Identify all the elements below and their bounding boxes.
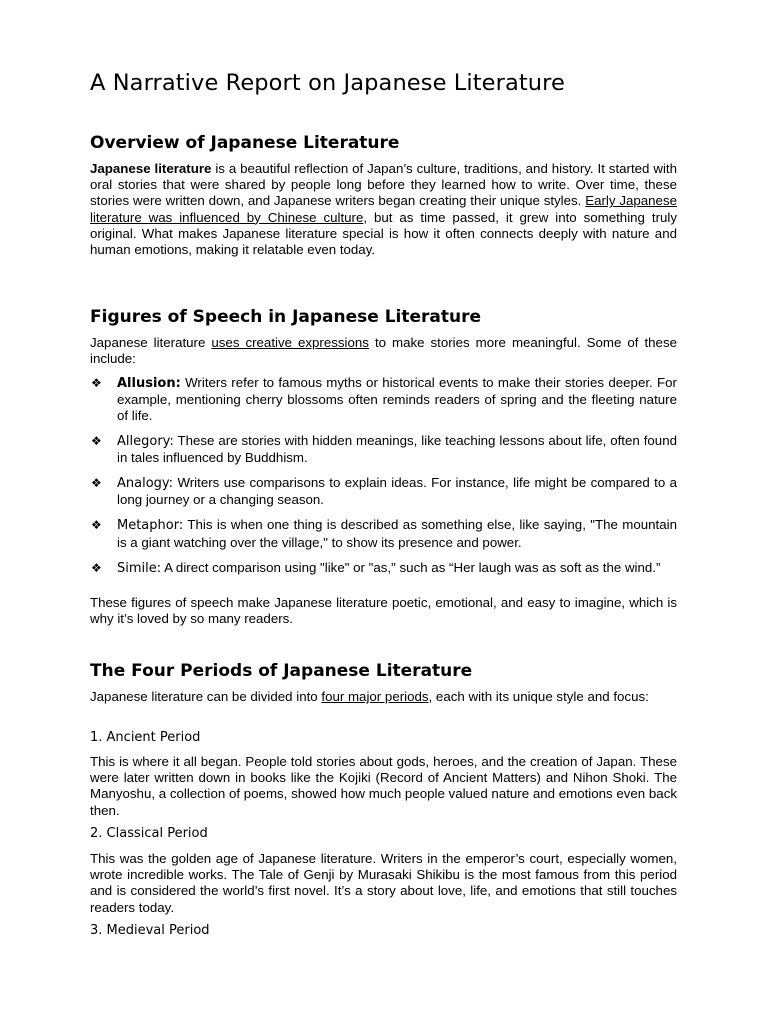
figure-term: Allusion: (117, 376, 181, 391)
figure-term: Metaphor: (117, 518, 184, 534)
period-label-ancient: 1. Ancient Period (90, 730, 201, 745)
figures-intro-2: to make stories more meaningful. Some of these include: (90, 335, 677, 367)
diamond-bullet-icon: ❖ (91, 433, 102, 448)
period-text-ancient: This is where it all began. People told stories about gods, heroes, and the creation of Japan. These were later written down in books like the Kojiki (Record of Ancient Matters) and Nihon Shoki. The Manyoshu, a collection of poems, showed how much people valued nature and emotions even back then. (90, 754, 677, 818)
periods-intro-2: , each with its unique style and focus: (428, 689, 649, 704)
figures-intro-1: Japanese literature (90, 335, 212, 350)
period-text-classical: This was the golden age of Japanese literature. Writers in the emperor’s court, especially women, wrote incredible works. The Tale of Genji by Murasaki Shikibu is the most famous from this period and is considered the world’s first novel. It’s a story about love, life, and emotions that still touches readers today. (90, 851, 677, 915)
diamond-bullet-icon: ❖ (91, 560, 102, 575)
figure-term: Analogy: (117, 476, 174, 492)
document-title: A Narrative Report on Japanese Literature (90, 70, 565, 96)
figure-term: Simile: (117, 560, 162, 576)
periods-intro-link[interactable]: four major periods (321, 689, 429, 704)
figures-intro (90, 335, 677, 367)
overview-link[interactable]: Early Japanese literature was influenced by Chinese culture (90, 193, 677, 225)
figures-closing: These figures of speech make Japanese literature poetic, emotional, and easy to imagine, which is why it’s loved by so many readers. (90, 595, 677, 627)
overview-heading: Overview of Japanese Literature (90, 133, 400, 153)
figure-description: A direct comparison using "like" or "as," such as “Her laugh was as soft as the wind.” (161, 559, 661, 575)
figure-description: These are stories with hidden meanings, like teaching lessons about life, often found in tales influenced by Buddhism. (117, 432, 677, 465)
list-item (90, 375, 677, 425)
overview-text-2: , but as time passed, it grew into something truly original. What makes Japanese literature special is how it often connects deeply with nature and human emotions, making it relatable even today. (90, 209, 677, 258)
periods-heading: The Four Periods of Japanese Literature (90, 661, 473, 681)
figures-heading: Figures of Speech in Japanese Literature (90, 307, 482, 327)
figure-description: This is when one thing is described as something else, like saying, "The mountain is a giant watching over the village," to show its presence and power. (117, 517, 677, 550)
period-label-classical: 2. Classical Period (90, 826, 208, 841)
figures-intro-link[interactable]: uses creative expressions (211, 335, 369, 350)
period-label-medieval: 3. Medieval Period (90, 923, 210, 938)
list-item (90, 560, 677, 577)
overview-lead-bold: Japanese literature (90, 161, 212, 176)
figure-description: Writers use comparisons to explain ideas. For instance, life might be compared to a long journey or a changing season. (117, 475, 677, 508)
list-item (90, 517, 677, 550)
figures-list (90, 375, 677, 586)
figure-term: Allegory: (117, 433, 174, 449)
periods-intro-1: Japanese literature can be divided into (90, 689, 322, 704)
diamond-bullet-icon: ❖ (91, 376, 102, 390)
diamond-bullet-icon: ❖ (91, 518, 102, 533)
figure-description: Writers refer to famous myths or historical events to make their stories deeper. For example, mentioning cherry blossoms often reminds readers of spring and the fleeting nature of life. (117, 375, 677, 424)
list-item (90, 433, 677, 466)
list-item (90, 475, 677, 508)
periods-intro (90, 689, 660, 705)
diamond-bullet-icon: ❖ (91, 476, 102, 491)
overview-paragraph (90, 161, 677, 258)
overview-text-1: is a beautiful reflection of Japan’s culture, traditions, and history. It started with oral stories that were shared by people long before they learned how to write. Over time, these stories were written down, and Japanese writers began creating their unique styles. (90, 161, 677, 209)
